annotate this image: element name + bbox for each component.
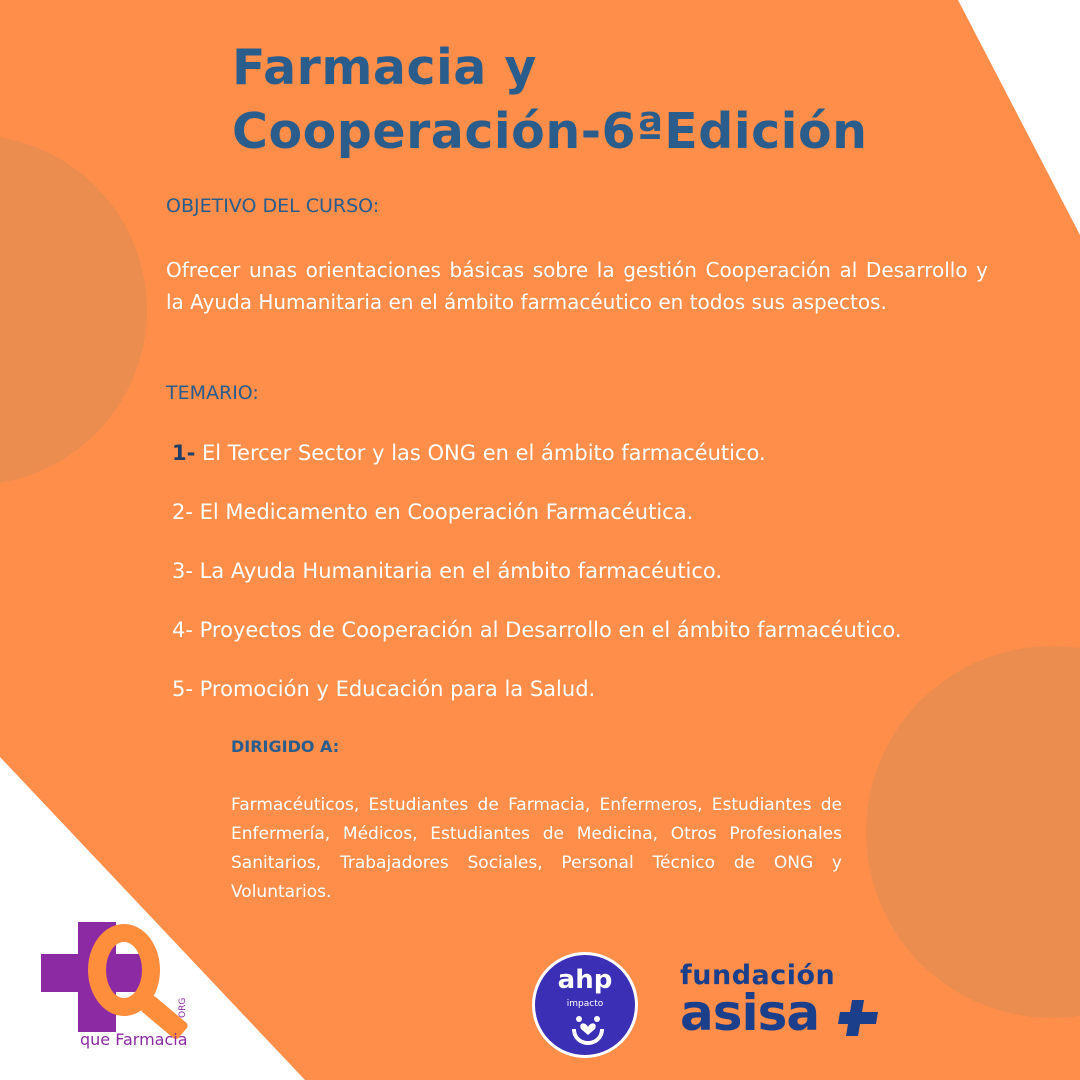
title-line-2: Cooperación-6ªEdición — [232, 103, 868, 160]
item-number: 4- — [172, 618, 193, 642]
item-number: 3- — [172, 559, 193, 583]
cross-icon — [838, 1000, 878, 1036]
org-label: ORG — [178, 997, 188, 1018]
page-title — [232, 36, 868, 164]
item-text: El Tercer Sector y las ONG en el ámbito farmacéutico. — [195, 441, 766, 465]
list-item — [172, 670, 902, 729]
title-line-1: Farmacia y — [232, 39, 537, 96]
temario-list — [172, 434, 902, 729]
objective-text: Ofrecer unas orientaciones básicas sobre la gestión Cooperación al Desarrollo y la Ayuda Humanitaria en el ámbito farmacéutico en todos sus aspectos. — [166, 258, 988, 314]
dirigido-text: Farmacéuticos, Estudiantes de Farmacia, Enfermeros, Estudiantes de Enfermería, Médicos, Estudiantes de Medicina, Otros Profesionales Sanitarios, Trabajadores Sociales, Personal Técnico de ONG y Voluntarios. — [231, 795, 842, 902]
list-item — [172, 552, 902, 611]
item-number: 1- — [172, 441, 196, 465]
asisa-name: asisa — [680, 984, 820, 1042]
temario-heading: TEMARIO: — [166, 382, 259, 404]
ahp-sub-label: impacto — [566, 999, 604, 1009]
item-text: Proyectos de Cooperación al Desarrollo en el ámbito farmacéutico. — [192, 618, 902, 642]
ahp-name: ahp — [557, 965, 613, 995]
quefarmacia-logo — [38, 922, 208, 1060]
item-text: El Medicamento en Cooperación Farmacéutica. — [192, 500, 694, 524]
quefarmacia-name: que Farmacia — [80, 1030, 188, 1049]
list-item — [172, 493, 902, 552]
item-text: La Ayuda Humanitaria en el ámbito farmacéutico. — [192, 559, 723, 583]
objective-heading: OBJETIVO DEL CURSO: — [166, 195, 380, 217]
dirigido-heading: DIRIGIDO A: — [231, 737, 340, 756]
hands-heart-icon — [568, 1015, 608, 1047]
list-item — [172, 434, 902, 493]
fundacion-label: fundación — [680, 960, 836, 991]
item-text: Promoción y Educación para la Salud. — [192, 677, 596, 701]
list-item — [172, 611, 902, 670]
item-number: 5- — [172, 677, 193, 701]
asisa-logo — [680, 960, 890, 1040]
item-number: 2- — [172, 500, 193, 524]
ahp-logo — [532, 952, 638, 1058]
